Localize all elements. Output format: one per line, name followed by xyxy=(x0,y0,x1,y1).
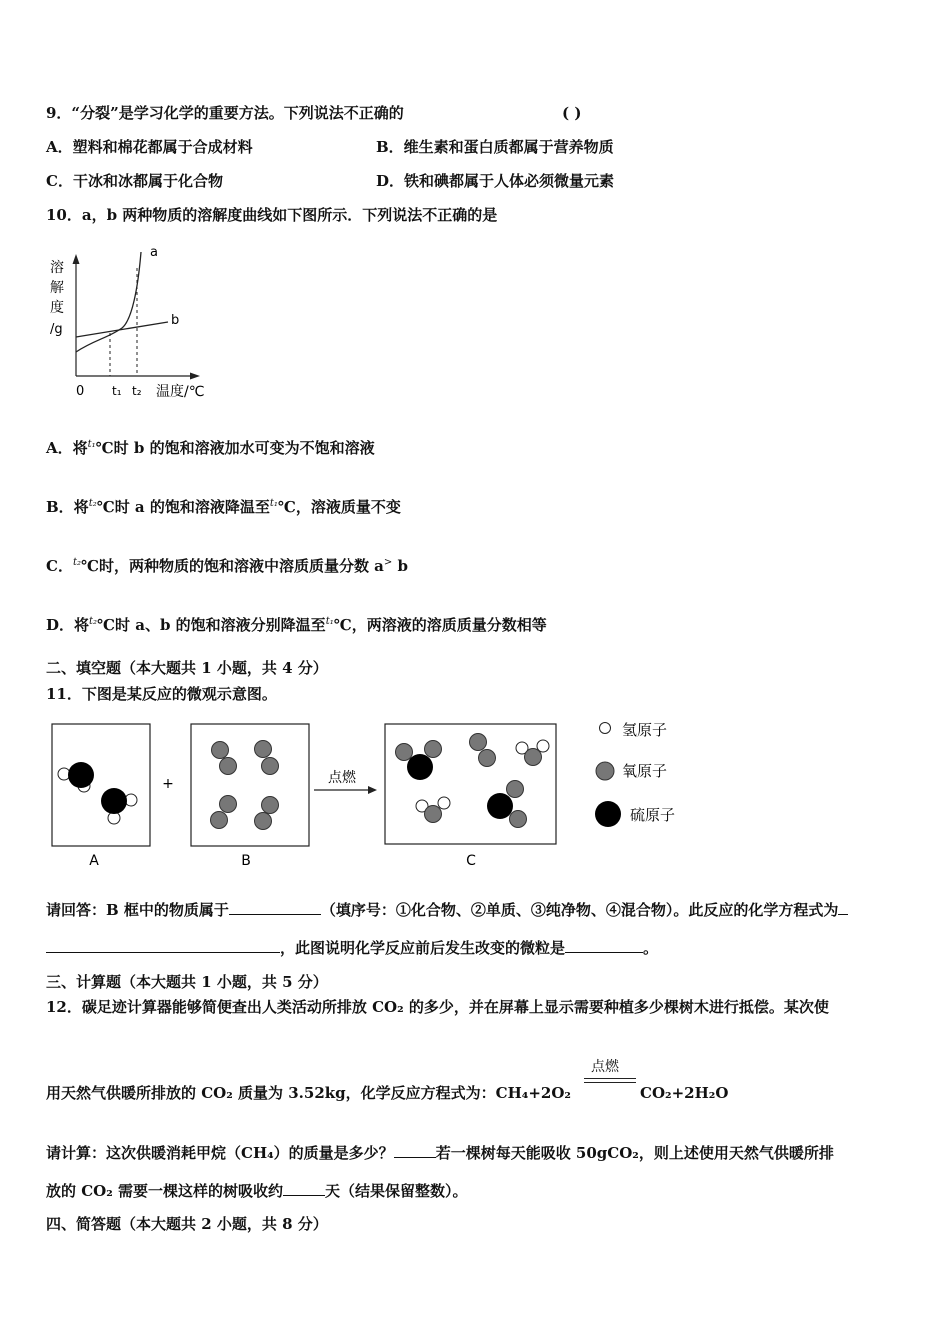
oxygen-atom xyxy=(425,806,442,823)
section-2-heading: 二、填空题（本大题共 1 小题，共 4 分） xyxy=(46,659,328,677)
q12-equation-line: 用天然气供暖所排放的 CO₂ 质量为 3.52kg，化学反应方程式为：CH₄+2O₂ xyxy=(46,1084,571,1102)
q10-option-c: C．$^{t_2}$℃时，两种物质的饱和溶液中溶质质量分数 a> b xyxy=(46,557,409,575)
sulfur-atom xyxy=(487,793,513,819)
x-axis-arrow xyxy=(190,373,200,380)
box-a-label: A xyxy=(89,853,99,869)
origin-label: 0 xyxy=(76,384,85,399)
q12-question-line-1: 请计算：这次供暖消耗甲烷（CH₄）的质量是多少？ 若一棵树每天能吸收 50gCO₂，则上述使用天然气供暖所排 xyxy=(46,1144,834,1162)
legend-hydrogen-label: 氢原子 xyxy=(622,721,668,739)
plus-sign: + xyxy=(162,776,174,792)
oxygen-atom xyxy=(396,744,413,761)
legend-hydrogen-icon xyxy=(600,723,611,734)
q11-stem: 11．下图是某反应的微观示意图。 xyxy=(46,685,277,703)
t2-tick-label: t₂ xyxy=(132,384,142,398)
reaction-condition-label: 点燃 xyxy=(591,1059,619,1075)
oxygen-atom xyxy=(220,758,237,775)
oxygen-atom xyxy=(255,741,272,758)
greater-than-sign: > xyxy=(383,557,393,568)
q9-option-c: C．干冰和冰都属于化合物 xyxy=(46,172,223,190)
curve-a xyxy=(76,252,141,352)
q11-answer-line-1: 请回答：B 框中的物质属于 （填序号：①化合物、②单质、③纯净物、④混合物）。此反应的化学方程式为 xyxy=(46,900,848,920)
y-label-1: 溶 xyxy=(50,260,64,276)
section-3-heading: 三、计算题（本大题共 1 小题，共 5 分） xyxy=(46,973,328,991)
solubility-curve-graph xyxy=(44,240,224,405)
oxygen-atom xyxy=(211,812,228,829)
answer-blank[interactable] xyxy=(394,1143,436,1158)
legend-sulfur-icon xyxy=(595,801,621,827)
legend-oxygen-icon xyxy=(596,762,614,780)
q10-stem: 10．a，b 两种物质的溶解度曲线如下图所示．下列说法不正确的是 xyxy=(46,206,498,224)
legend-oxygen-label: 氧原子 xyxy=(622,762,668,780)
legend-sulfur-label: 硫原子 xyxy=(630,806,676,824)
sulfur-atom xyxy=(68,762,94,788)
answer-blank[interactable] xyxy=(838,900,848,915)
oxygen-atom xyxy=(220,796,237,813)
answer-blank[interactable] xyxy=(565,938,643,953)
q9-answer-paren: ( ) xyxy=(562,104,582,122)
arrow-condition-label: 点燃 xyxy=(328,770,356,786)
y-label-2: 解 xyxy=(50,280,64,296)
curve-b xyxy=(76,322,168,337)
y-label-3: 度 xyxy=(50,300,64,316)
box-b-label: B xyxy=(241,853,251,869)
oxygen-atom xyxy=(507,781,524,798)
t1-tick-label: t₁ xyxy=(112,384,122,398)
curve-b-label: b xyxy=(171,313,180,328)
q9-option-a: A．塑料和棉花都属于合成材料 xyxy=(46,138,253,156)
sulfur-atom xyxy=(407,754,433,780)
curve-a-label: a xyxy=(150,245,158,260)
q10-option-b: B．将$^{t_2}$℃时 a 的饱和溶液降温至$^{t_1}$℃，溶液质量不变 xyxy=(46,498,401,516)
t2-mark: t₂ xyxy=(72,557,81,568)
y-axis-arrow xyxy=(73,254,80,264)
oxygen-atom xyxy=(262,758,279,775)
t1-mark: t₁ xyxy=(87,439,96,450)
oxygen-atom xyxy=(262,797,279,814)
equation-equals-sign xyxy=(584,1078,636,1083)
hydrogen-atom xyxy=(438,797,450,809)
arrow-head xyxy=(368,786,377,794)
oxygen-atom xyxy=(212,742,229,759)
oxygen-atom xyxy=(255,813,272,830)
sulfur-atom xyxy=(101,788,127,814)
oxygen-atom xyxy=(510,811,527,828)
x-axis-label: 温度/℃ xyxy=(156,384,205,400)
q11-answer-line-2: ，此图说明化学反应前后发生改变的微粒是 。 xyxy=(46,938,658,958)
box-b xyxy=(191,724,309,846)
answer-blank[interactable] xyxy=(229,900,321,915)
q9-stem: 9．“分裂”是学习化学的重要方法。下列说法不正确的 xyxy=(46,104,404,122)
box-a xyxy=(52,724,150,846)
q9-option-b: B．维生素和蛋白质都属于营养物质 xyxy=(376,138,614,156)
t2-mark: t₂ xyxy=(88,498,97,509)
q12-equation-products: CO₂+2H₂O xyxy=(640,1084,729,1102)
q10-option-a: A．将$^{t_1}$℃时 b 的饱和溶液加水可变为不饱和溶液 xyxy=(46,439,375,457)
t1-mark: t₁ xyxy=(269,498,278,509)
oxygen-atom xyxy=(479,750,496,767)
oxygen-atom xyxy=(425,741,442,758)
section-4-heading: 四、简答题（本大题共 2 小题，共 8 分） xyxy=(46,1215,328,1233)
q12-stem: 12．碳足迹计算器能够简便查出人类活动所排放 CO₂ 的多少，并在屏幕上显示需要种植多少棵树木进行抵偿。某次使 xyxy=(46,998,829,1016)
y-label-4: /g xyxy=(50,322,63,337)
reaction-micro-diagram xyxy=(44,718,704,878)
t1-mark: t₁ xyxy=(325,616,334,627)
oxygen-atom xyxy=(525,749,542,766)
q9-option-d: D．铁和碘都属于人体必须微量元素 xyxy=(376,172,615,190)
box-c-label: C xyxy=(466,853,476,869)
oxygen-atom xyxy=(470,734,487,751)
answer-blank[interactable] xyxy=(283,1181,325,1196)
q12-question-line-2: 放的 CO₂ 需要一棵这样的树吸收约 天（结果保留整数）。 xyxy=(46,1182,468,1200)
answer-blank[interactable] xyxy=(46,938,280,953)
q10-option-d: D．将$^{t_2}$℃时 a、b 的饱和溶液分别降温至$^{t_1}$℃，两溶液的溶质质量分数相等 xyxy=(46,616,547,634)
t2-mark: t₂ xyxy=(89,616,98,627)
